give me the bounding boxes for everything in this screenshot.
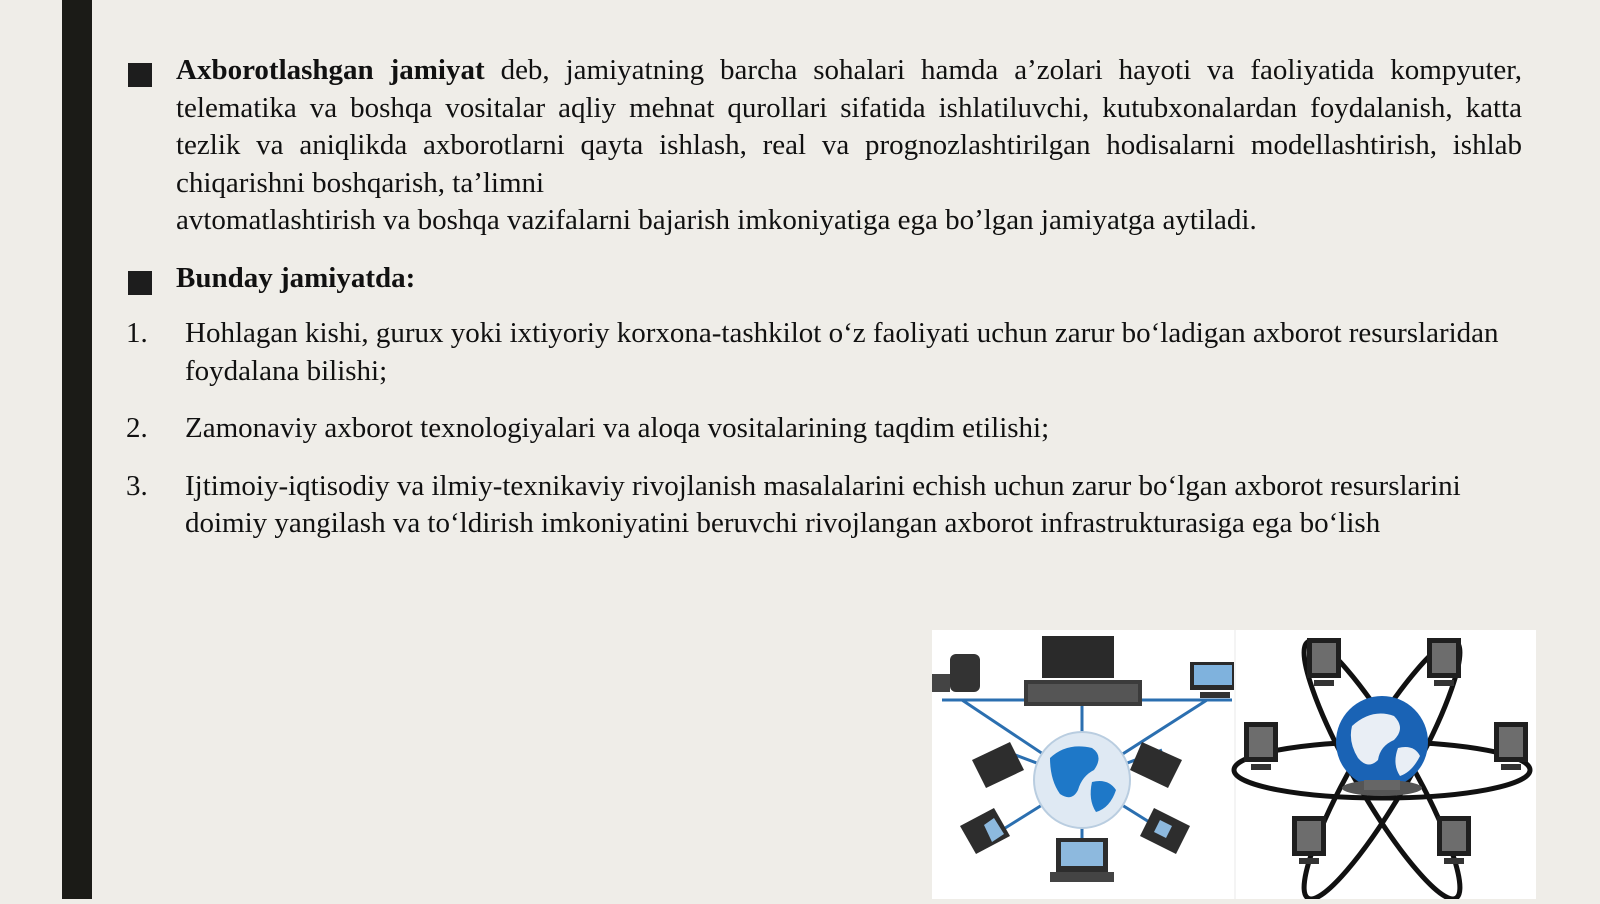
network-globe-computers-icon: [932, 636, 1236, 882]
square-bullet-icon: [128, 271, 152, 295]
list-item-text: Ijtimoiy-iqtisodiy va ilmiy-texnikaviy rivojlanish masalalarini echish uchun zarur bo‘lgan axborot resurslarini doimiy yangilash va to‘ldirish imkoniyatini beruvchi rivojlangan axborot infrastrukturasiga ega bo‘lish: [185, 469, 1461, 539]
definition-text: deb, jamiyatning barcha sohalari hamda a’zolari hayoti va faoliyatida kompyuter, telematika va boshqa vositalar aqliy mehnat qurollari sifatida ishlatiluvchi, kutubxonalardan foydalanish, katta tezlik va aniqlikda axborotlarni qayta ishlash, real va prognozlashtirilgan hodisalarni modellashtirish, ishlab chiqarishni boshqarish, ta’limni: [176, 54, 1523, 199]
square-bullet-icon: [128, 63, 152, 87]
list-item: [126, 468, 1522, 543]
network-illustration: [932, 630, 1536, 899]
term-bold: Axborotlashgan jamiyat: [176, 54, 485, 86]
list-item: [126, 315, 1522, 390]
list-number: 2.: [126, 412, 148, 444]
list-item-text: Hohlagan kishi, gurux yoki ixtiyoriy korxona-tashkilot o‘z faoliyati uchun zarur bo‘ladigan axborot resurslaridan foydalana bilishi;: [185, 317, 1499, 387]
list-number: 1.: [126, 317, 148, 349]
list-number: 3.: [126, 469, 148, 502]
bullet-heading: [126, 260, 1522, 298]
slide-accent-bar: [62, 0, 92, 899]
bullet-definition: [126, 52, 1522, 240]
slide-content: [126, 52, 1522, 563]
list-item-text: Zamonaviy axborot texnologiyalari va aloqa vositalarining taqdim etilishi;: [185, 412, 1050, 444]
definition-last-line: avtomatlashtirish va boshqa vazifalarni bajarish imkoniyatiga ega bo’lgan jamiyatga aytiladi.: [176, 204, 1257, 236]
list-item: [126, 410, 1522, 448]
section-heading: Bunday jamiyatda:: [176, 261, 416, 294]
orbit-globe-monitors-icon: [1234, 630, 1530, 899]
